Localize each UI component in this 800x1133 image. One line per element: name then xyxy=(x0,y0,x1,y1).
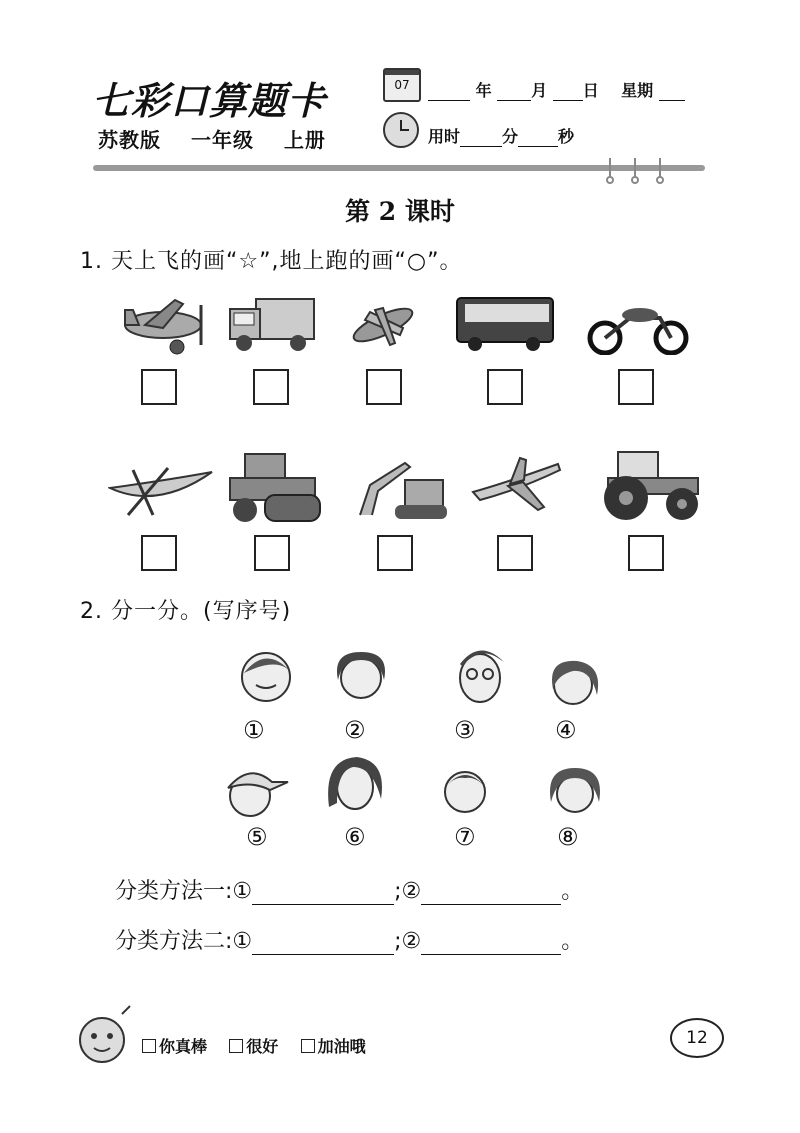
question-2: 2. 分一分。(写序号) xyxy=(80,599,292,624)
week-blank[interactable] xyxy=(659,86,685,101)
day-blank[interactable] xyxy=(553,86,583,101)
answer-box[interactable] xyxy=(366,369,402,405)
answer-box[interactable] xyxy=(618,369,654,405)
method-1-label: 分类方法一:① xyxy=(115,879,253,904)
answer-box[interactable] xyxy=(141,535,177,571)
man-glasses-face-image xyxy=(448,640,512,708)
lesson-title: 第 2 课时 xyxy=(345,197,455,226)
second-blank[interactable] xyxy=(518,132,558,147)
method-2-label: 分类方法二:① xyxy=(115,929,253,954)
date-line xyxy=(428,78,685,101)
boy-face-image xyxy=(436,762,494,818)
method-2-blank-2[interactable] xyxy=(421,932,561,955)
boy-cap-face-image xyxy=(220,758,290,822)
excavator-image xyxy=(350,455,450,525)
cartoon-mascot-icon xyxy=(70,1004,136,1070)
rating-options xyxy=(142,1034,366,1057)
edition-line xyxy=(98,124,348,153)
truck-image xyxy=(228,295,316,355)
page-number: 12 xyxy=(670,1018,724,1058)
method-1-line xyxy=(115,874,583,905)
brand-title: 七彩口算题卡 xyxy=(92,78,327,123)
checkbox-good[interactable] xyxy=(229,1039,243,1053)
answer-box[interactable] xyxy=(141,369,177,405)
curly-girl-face-image xyxy=(545,762,605,820)
option-keep-going: 加油哦 xyxy=(317,1037,366,1056)
answer-box[interactable] xyxy=(254,535,290,571)
calendar-icon xyxy=(383,68,421,102)
answer-box[interactable] xyxy=(497,535,533,571)
method-1-blank-1[interactable] xyxy=(252,882,394,905)
label-1: ① xyxy=(243,716,265,744)
airliner-image xyxy=(468,452,563,517)
method-1-end: 。 xyxy=(561,879,584,904)
label-4: ④ xyxy=(555,716,577,744)
year-blank[interactable] xyxy=(428,86,470,101)
second-label: 秒 xyxy=(558,127,575,146)
method-2-blank-1[interactable] xyxy=(252,932,394,955)
method-2-sep: ;② xyxy=(394,929,422,954)
day-label: 日 xyxy=(582,81,599,100)
answer-box[interactable] xyxy=(377,535,413,571)
rings-icon xyxy=(600,158,670,184)
label-7: ⑦ xyxy=(454,823,476,851)
bus-image xyxy=(455,292,555,352)
minute-label: 分 xyxy=(502,127,519,146)
woman-face-image xyxy=(332,646,390,706)
method-2-line xyxy=(115,924,583,955)
answer-box[interactable] xyxy=(253,369,289,405)
girl-face-image xyxy=(236,645,300,707)
clock-icon xyxy=(383,112,419,148)
lady-face-image xyxy=(545,655,603,711)
road-roller-image xyxy=(225,450,325,525)
toy-plane-image xyxy=(115,290,210,355)
method-1-sep: ;② xyxy=(394,879,422,904)
minute-blank[interactable] xyxy=(460,132,502,147)
label-6: ⑥ xyxy=(344,823,366,851)
method-2-end: 。 xyxy=(561,929,584,954)
question-1: 1. 天上飞的画“☆”,地上跑的画“○”。 xyxy=(80,249,463,274)
year-label: 年 xyxy=(475,81,492,100)
propeller-plane-image xyxy=(345,290,420,355)
tractor-image xyxy=(598,448,704,523)
canoe-image xyxy=(108,460,214,520)
week-label: 星期 xyxy=(621,81,654,100)
method-1-blank-2[interactable] xyxy=(421,882,561,905)
label-8: ⑧ xyxy=(557,823,579,851)
motorcycle-image xyxy=(585,293,691,355)
time-line xyxy=(428,124,574,147)
edition-grade: 一年级 xyxy=(190,128,254,152)
edition-volume: 上册 xyxy=(283,128,326,152)
calendar-day: 07 xyxy=(394,78,410,92)
month-label: 月 xyxy=(531,81,548,100)
time-used-label: 用时 xyxy=(428,127,461,146)
label-5: ⑤ xyxy=(246,823,268,851)
label-2: ② xyxy=(344,716,366,744)
label-3: ③ xyxy=(454,716,476,744)
checkbox-keep-going[interactable] xyxy=(301,1039,315,1053)
answer-box[interactable] xyxy=(628,535,664,571)
option-great: 你真棒 xyxy=(159,1037,208,1056)
checkbox-great[interactable] xyxy=(142,1039,156,1053)
long-hair-woman-face-image xyxy=(323,753,387,819)
month-blank[interactable] xyxy=(497,86,531,101)
edition-publisher: 苏教版 xyxy=(98,128,161,152)
option-good: 很好 xyxy=(246,1037,279,1056)
answer-box[interactable] xyxy=(487,369,523,405)
